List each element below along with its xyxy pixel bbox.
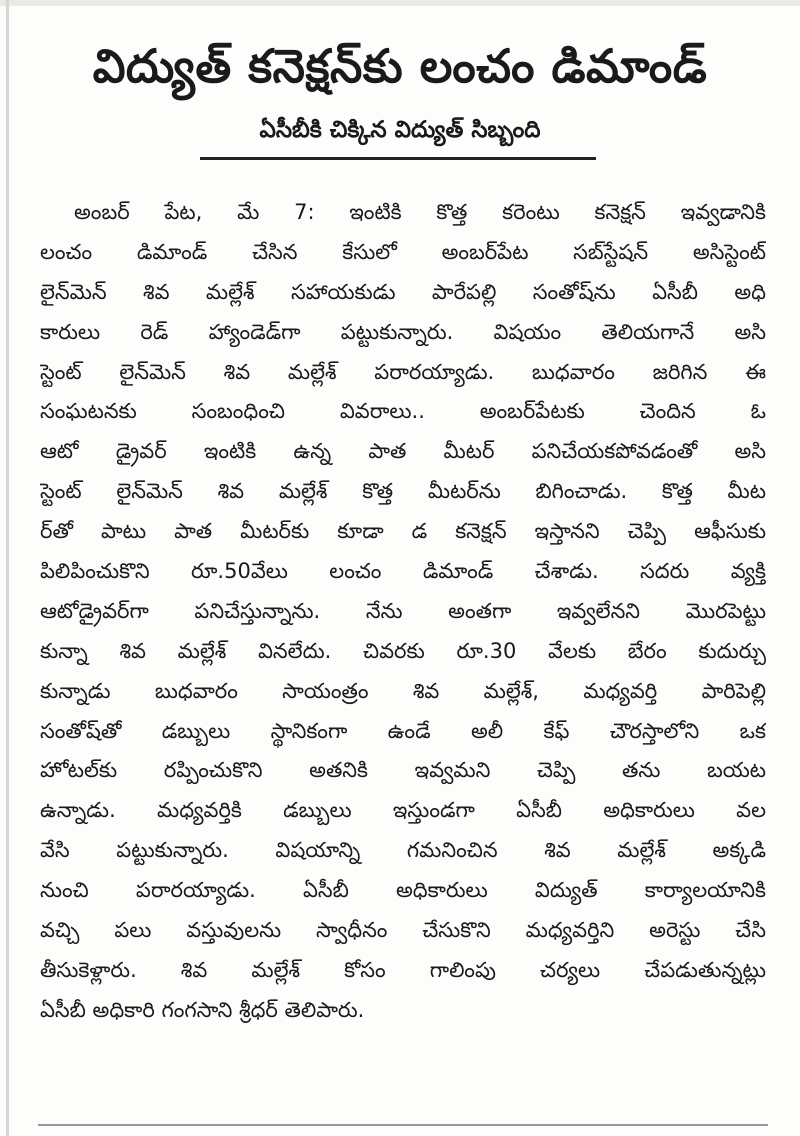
body-line: ఏసీబీ అధికారి గంగసాని శ్రీధర్ తెలిపారు. <box>40 997 365 1022</box>
body-line: ఆటో డ్రైవర్ ఇంటికి ఉన్న పాత మీటర్ పనిచేయకపోవడంతో అసి <box>40 439 766 464</box>
subheadline-underline <box>200 157 596 160</box>
body-line: స్టెంట్ లైన్‌మెన్ శివ మల్లేశ్ కొత్త మీటర్‌ను బిగించాడు. కొత్త మీట <box>40 479 766 504</box>
article-body <box>40 193 766 1031</box>
body-line: సంతోష్‌తో డబ్బులు స్థానికంగా ఉండే అలీ కేఫ్ చౌరస్తాలోని ఒక <box>40 718 766 743</box>
body-line: ఆటోడ్రైవర్‌గా పనిచేస్తున్నాను. నేను అంతగా ఇవ్వలేనని మొరపెట్టు <box>40 598 766 623</box>
body-line: లైన్‌మెన్ శివ మల్లేశ్ సహాయకుడు పారేపల్లి సంతోష్‌ను ఏసీబీ అధి <box>40 279 766 304</box>
body-line: పిలిపించుకొని రూ.50వేలు లంచం డిమాండ్ చేశాడు. సదరు వ్యక్తి <box>40 559 766 584</box>
body-line: కున్నా శివ మల్లేశ్ వినలేదు. చివరకు రూ.30 వేలకు బేరం కుదుర్చు <box>40 638 766 663</box>
body-line: ఉన్నాడు. మధ్యవర్తికి డబ్బులు ఇస్తుండగా ఏసీబీ అధికారులు వల <box>40 798 766 823</box>
body-line: స్టెంట్ లైన్‌మెన్ శివ మల్లేశ్ పరారయ్యాడు. బుధవారం జరిగిన ఈ <box>40 359 766 384</box>
body-line: కున్నాడు బుధవారం సాయంత్రం శివ మల్లేశ్, మధ్యవర్తి పారిపెల్లి <box>40 678 766 703</box>
body-line: హోటల్‌కు రప్పించుకొని అతనికి ఇవ్వమని చెప్పి తను బయట <box>40 758 766 783</box>
body-line: కారులు రెడ్ హ్యాండెడ్‌గా పట్టుకున్నారు. విషయం తెలియగానే అసి <box>40 319 766 344</box>
body-line: సంఘటనకు సంబంధించి వివరాలు.. అంబర్‌పేటకు చెందిన ఓ <box>40 399 766 424</box>
body-line: తీసుకెళ్లారు. శివ మల్లేశ్ కోసం గాలింపు చర్యలు చేపడుతున్నట్లు <box>40 957 766 982</box>
top-scan-strip <box>0 0 800 6</box>
left-column-rule <box>6 0 9 1136</box>
subheadline: ఏసీబీకి చిక్కిన విద్యుత్ సిబ్బంది <box>259 117 541 143</box>
bottom-column-rule <box>38 1124 768 1126</box>
body-line: లంచం డిమాండ్ చేసిన కేసులో అంబర్‌పేట సబ్‌స్టేషన్ అసిస్టెంట్ <box>40 239 766 264</box>
body-line: నుంచి పరారయ్యాడు. ఏసీబీ అధికారులు విద్యుత్ కార్యాలయానికి <box>40 878 766 903</box>
body-line: ర్‌తో పాటు పాత మీటర్‌కు కూడా డ కనెక్షన్ ఇస్తానని చెప్పి ఆఫీసుకు <box>40 519 766 544</box>
headline: విద్యుత్ కనెక్షన్‌కు లంచం డిమాండ్ <box>92 39 708 93</box>
body-line: అంబర్ పేట, మే 7: ఇంటికి కొత్త కరెంటు కనెక్షన్ ఇవ్వడానికి <box>74 200 766 224</box>
body-line: వచ్చి పలు వస్తువులను స్వాధీనం చేసుకొని మధ్యవర్తిని అరెస్టు చేసి <box>40 918 766 943</box>
body-line: వేసి పట్టుకున్నారు. విషయాన్ని గమనించిన శివ మల్లేశ్ అక్కడి <box>40 838 766 863</box>
